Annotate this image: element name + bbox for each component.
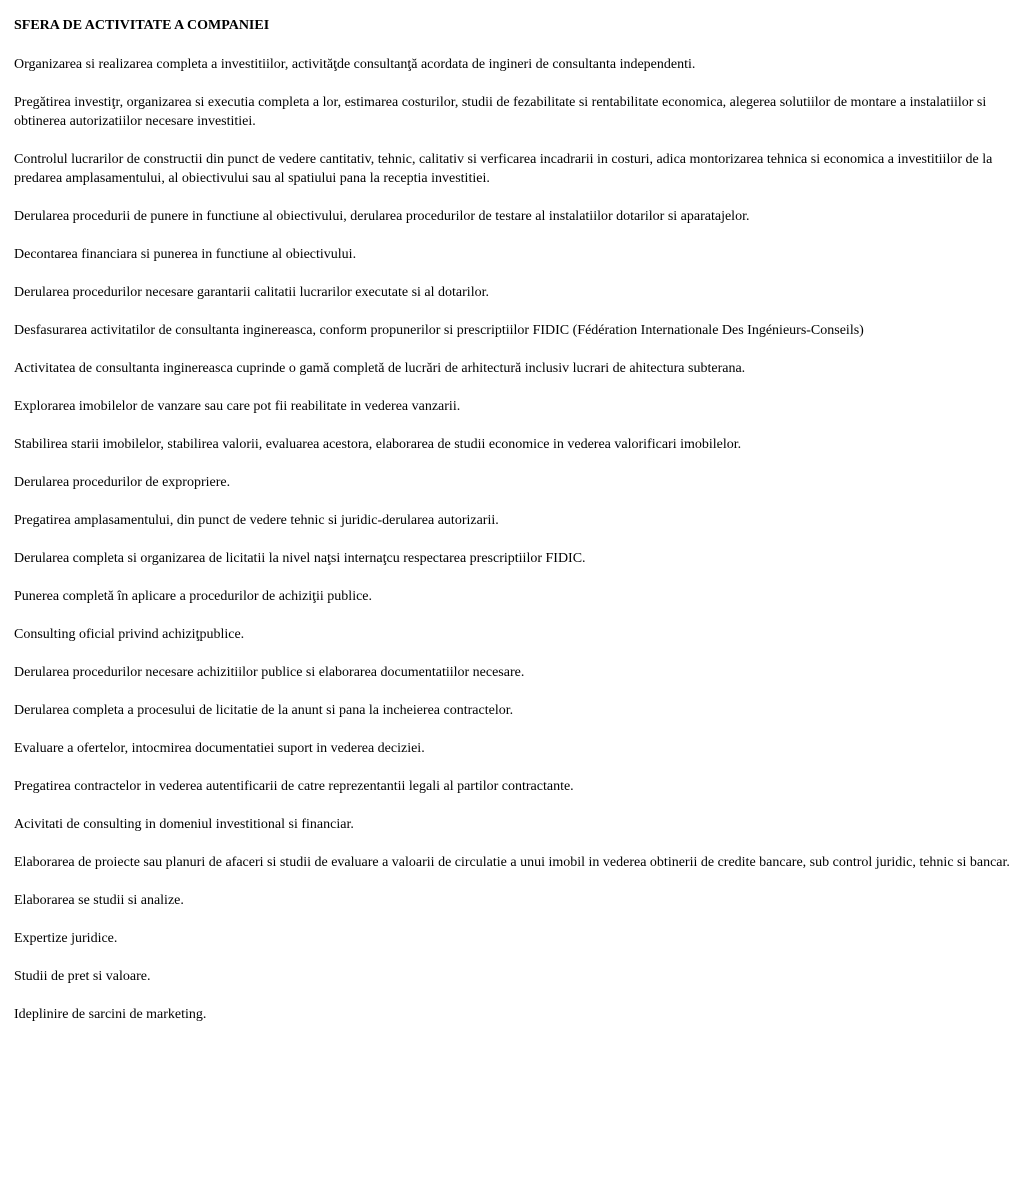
activity-item: Derularea completa si organizarea de licitatii la nivel naţsi internaţcu respectarea prescriptiilor FIDIC. — [14, 551, 586, 566]
activity-item: Elaborarea se studii si analize. — [14, 893, 184, 908]
activity-item: Derularea procedurilor de expropriere. — [14, 475, 231, 490]
activity-item: Derularea procedurii de punere in functiune al obiectivului, derularea procedurilor de testare al instalatiilor dotarilor si aparatajelor. — [14, 209, 750, 224]
activity-item: Pregătirea investiţr, organizarea si executia completa a lor, estimarea costurilor, studii de fezabilitate si rentabilitate economica, alegerea solutiilor de montare a instalatiilor si obtinerea autorizatiilor necesare investitiei. — [14, 95, 987, 129]
activity-item: Expertize juridice. — [14, 931, 118, 946]
activity-list — [14, 55, 1010, 1024]
activity-item: Organizarea si realizarea completa a investitiilor, activităţde consultanţă acordata de ingineri de consultanta independenti. — [14, 57, 696, 72]
activity-item: Pregatirea contractelor in vederea autentificarii de catre reprezentantii legali al partilor contractante. — [14, 779, 574, 794]
activity-item: Acivitati de consulting in domeniul investitional si financiar. — [14, 817, 354, 832]
activity-item: Controlul lucrarilor de constructii din punct de vedere cantitativ, tehnic, calitativ si verficarea incadrarii in costuri, adica montorizarea tehnica si economica a investitiilor de la predarea amplasamentului, al obiectivului sau al spatiului pana la receptia investitiei. — [14, 152, 993, 186]
activity-item: Derularea procedurilor necesare garantarii calitatii lucrarilor executate si al dotarilor. — [14, 285, 489, 300]
activity-item: Explorarea imobilelor de vanzare sau care pot fii reabilitate in vederea vanzarii. — [14, 399, 461, 414]
activity-item: Stabilirea starii imobilelor, stabilirea valorii, evaluarea acestora, elaborarea de studii economice in vederea valorificari imobilelor. — [14, 437, 742, 452]
activity-item: Decontarea financiara si punerea in functiune al obiectivului. — [14, 247, 357, 262]
activity-item: Evaluare a ofertelor, intocmirea documentatiei suport in vederea deciziei. — [14, 741, 425, 756]
activity-item: Consulting oficial privind achiziţpublice. — [14, 627, 245, 642]
activity-item: Activitatea de consultanta inginereasca cuprinde o gamă completă de lucrări de arhitectură inclusiv lucrari de ahitectura subterana. — [14, 361, 746, 376]
activity-item: Studii de pret si valoare. — [14, 969, 151, 984]
page-title: SFERA DE ACTIVITATE A COMPANIEI — [14, 18, 270, 33]
activity-item: Derularea completa a procesului de licitatie de la anunt si pana la incheierea contractelor. — [14, 703, 514, 718]
activity-item: Derularea procedurilor necesare achizitiilor publice si elaborarea documentatiilor necesare. — [14, 665, 525, 680]
activity-item: Desfasurarea activitatilor de consultanta inginereasca, conform propunerilor si prescriptiilor FIDIC (Fédération Internationale Des Ingénieurs-Conseils) — [14, 323, 864, 338]
activity-item: Punerea completă în aplicare a procedurilor de achiziţii publice. — [14, 589, 373, 604]
activity-item: Pregatirea amplasamentului, din punct de vedere tehnic si juridic-derularea autorizarii. — [14, 513, 499, 528]
activity-item: Ideplinire de sarcini de marketing. — [14, 1007, 207, 1022]
activity-item: Elaborarea de proiecte sau planuri de afaceri si studii de evaluare a valoarii de circulatie a unui imobil in vederea obtinerii de credite bancare, sub control juridic, tehnic si bancar. — [14, 855, 1010, 870]
